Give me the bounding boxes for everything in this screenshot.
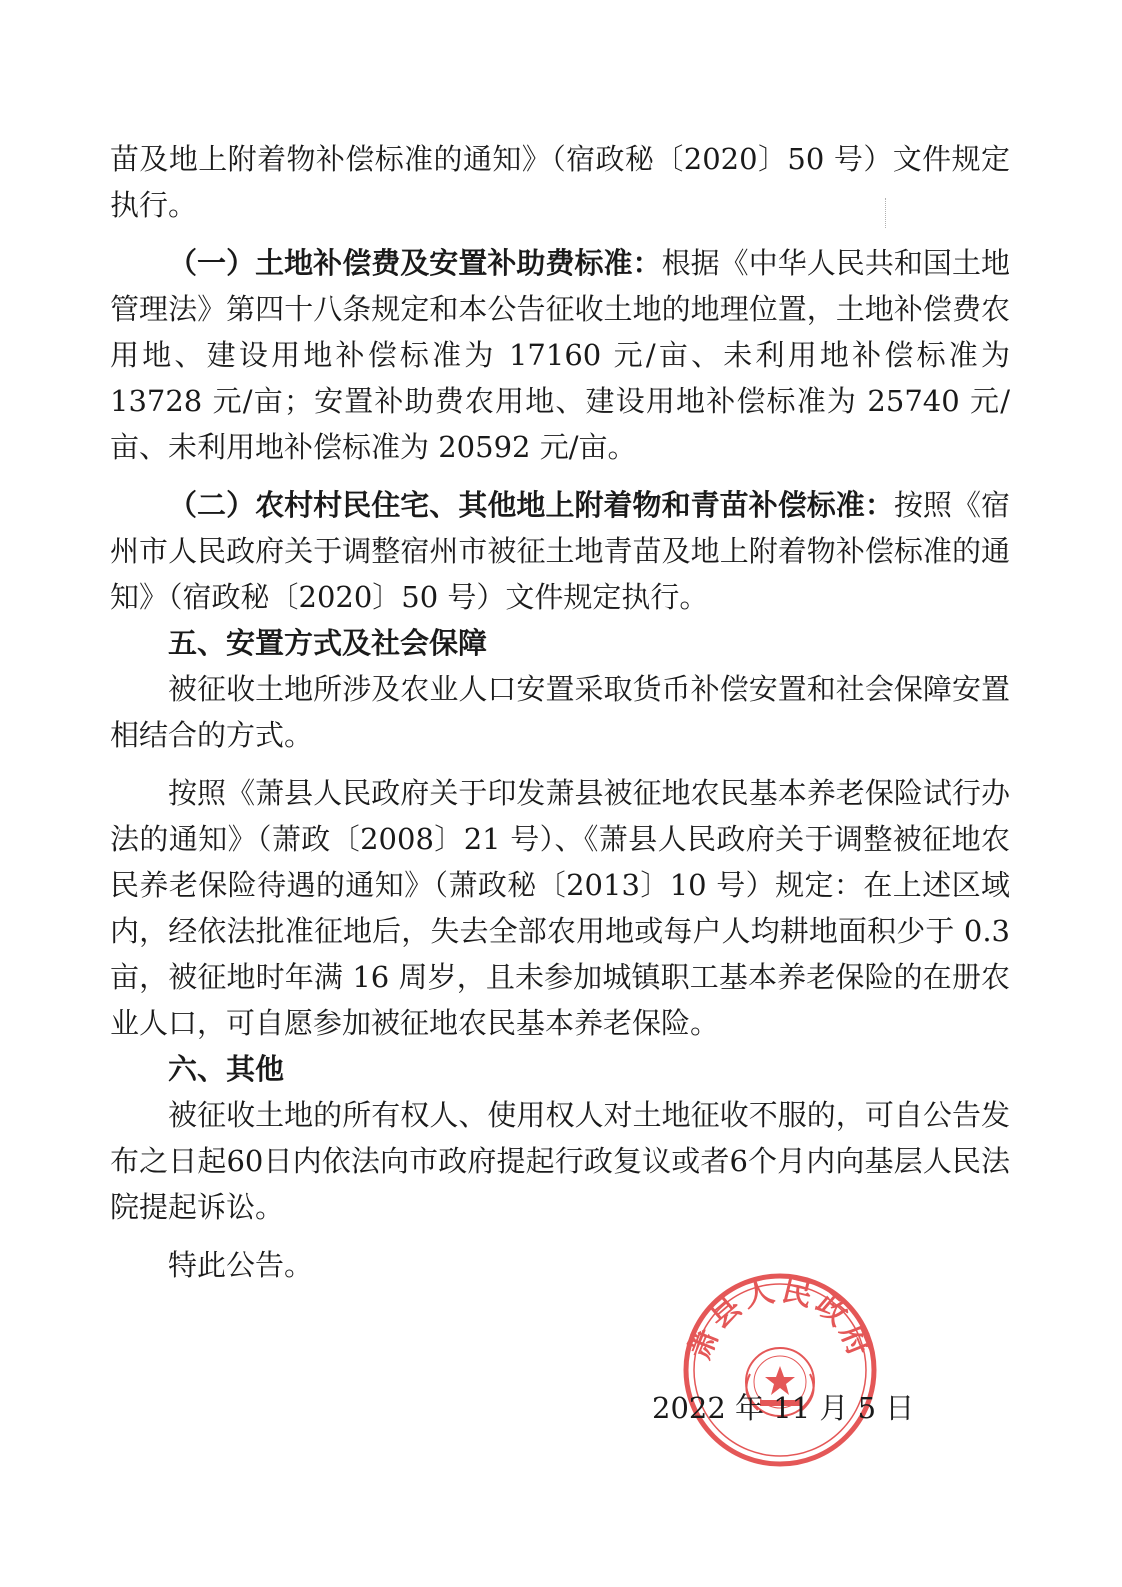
section-5-heading: 五、安置方式及社会保障 <box>168 626 488 660</box>
item-2-text: 按照《宿州市人民政府关于调整宿州市被征土地青苗及地上附着物补偿标准的通知》（宿政秘〔2020〕50 号）文件规定执行。 <box>110 488 1010 614</box>
compensation-item-2 <box>110 482 1010 620</box>
document-body <box>110 136 1010 1288</box>
section-5-paragraph-2: 按照《萧县人民政府关于印发萧县被征地农民基本养老保险试行办法的通知》（萧政〔2008〕21 号）、《萧县人民政府关于调整被征地农民养老保险待遇的通知》（萧政秘〔2013〕10 号）规定：在上述区域内，经依法批准征地后，失去全部农用地或每户人均耕地面积少于 0.3 亩，被征地时年满 16 周岁，且未参加城镇职工基本养老保险的在册农业人口，可自愿参加被征地农民基本养老保险。 <box>110 776 1010 1040</box>
section-6-paragraph-1: 被征收土地的所有权人、使用权人对土地征收不服的，可自公告发布之日起60日内依法向市政府提起行政复议或者6个月内向基层人民法院提起诉讼。 <box>110 1098 1010 1224</box>
section-5-paragraph-1: 被征收土地所涉及农业人口安置采取货币补偿安置和社会保障安置相结合的方式。 <box>110 672 1010 752</box>
document-date: 2022 年 11 月 5 日 <box>652 1391 915 1425</box>
svg-text:萧县人民政府 <box>682 1273 878 1365</box>
continuation-paragraph: 苗及地上附着物补偿标准的通知》（宿政秘〔2020〕50 号）文件规定执行。 <box>110 142 1010 222</box>
seal-text: 萧县人民政府 <box>681 1272 879 1365</box>
official-seal-stamp <box>680 1270 880 1470</box>
item-1-label: （一）土地补偿费及安置补助费标准： <box>168 246 662 280</box>
compensation-item-1 <box>110 240 1010 470</box>
closing-statement: 特此公告。 <box>168 1248 314 1282</box>
item-2-label: （二）农村村民住宅、其他地上附着物和青苗补偿标准： <box>168 488 894 522</box>
item-1-text: 根据《中华人民共和国土地管理法》第四十八条规定和本公告征收土地的地理位置，土地补偿费农用地、建设用地补偿标准为 17160 元/亩、未利用地补偿标准为 13728 元/亩；安置补助费农用地、建设用地补偿标准为 25740 元/亩、未利用地补偿标准为 20592 元/亩。 <box>110 246 1010 464</box>
section-6-heading: 六、其他 <box>168 1052 285 1086</box>
